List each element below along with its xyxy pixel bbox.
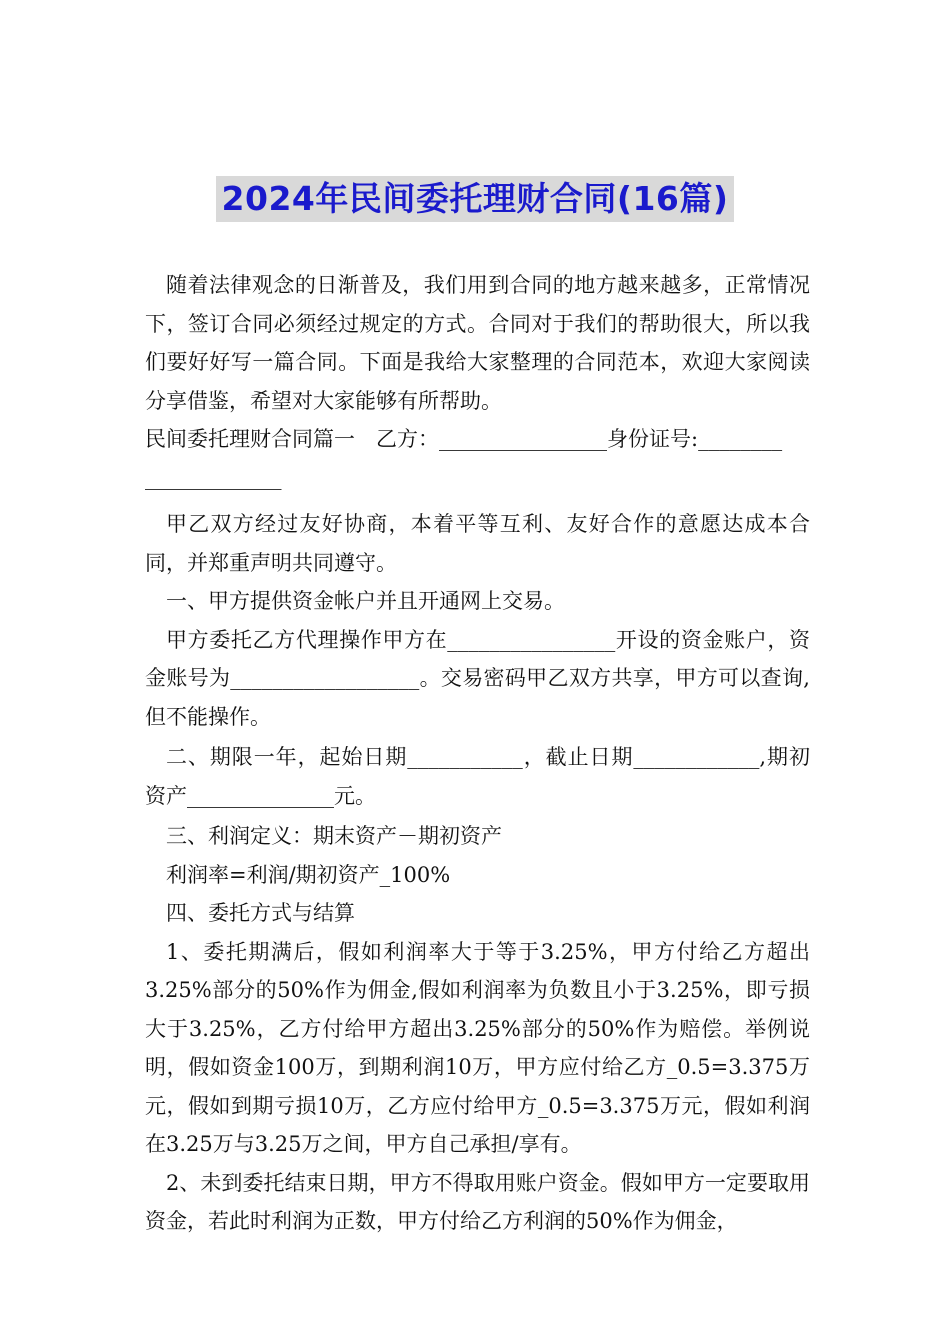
document-title: 2024年民间委托理财合同(16篇) (216, 176, 735, 222)
profit-definition: 三、利润定义：期末资产－期初资产 (166, 824, 502, 848)
section-1-heading: 一、甲方提供资金帐户并且开通网上交易。 (166, 589, 565, 613)
term-paragraph: 二、期限一年，起始日期___________，截止日期____________,期初资产______________元。 (145, 745, 810, 808)
account-paragraph: 甲方委托乙方代理操作甲方在________________开设的资金账户，资金账号为__________________。交易密码甲乙双方共享，甲方可以查询,但不能操作。 (145, 627, 810, 729)
agreement-paragraph: 甲乙双方经过友好协商，本着平等互利、友好合作的意愿达成本合同，并郑重声明共同遵守。 (145, 512, 810, 575)
id-blank-line: _____________ (145, 465, 282, 490)
intro-paragraph: 随着法律观念的日渐普及，我们用到合同的地方越来越多，正常情况下，签订合同必须经过规定的方式。合同对于我们的帮助很大，所以我们要好好写一篇合同。下面是我给大家整理的合同范本，欢迎大家阅读分享借鉴，希望对大家能够有所帮助。 (145, 273, 810, 413)
section-4-heading: 四、委托方式与结算 (166, 901, 355, 925)
document-body (145, 266, 810, 1241)
title-container (0, 176, 950, 222)
settlement-clause-2: 2、未到委托结束日期，甲方不得取用账户资金。假如甲方一定要取用资金，若此时利润为正数，甲方付给乙方利润的50%作为佣金， (145, 1170, 810, 1233)
contract-party-line: 民间委托理财合同篇一 乙方：________________身份证号:________ (145, 427, 783, 451)
profit-rate-formula: 利润率=利润/期初资产_100% (166, 862, 451, 887)
settlement-clause-1: 1、委托期满后，假如利润率大于等于3.25%，甲方付给乙方超出3.25%部分的50%作为佣金,假如利润率为负数且小于3.25%，即亏损大于3.25%，乙方付给甲方超出3.25%部分的50%作为赔偿。举例说明，假如资金100万，到期利润10万，甲方应付给乙方_0.5=3.375万元，假如到期亏损10万，乙方应付给甲方_0.5=3.375万元，假如利润在3.25万与3.25万之间，甲方自己承担/享有。 (145, 939, 810, 1156)
